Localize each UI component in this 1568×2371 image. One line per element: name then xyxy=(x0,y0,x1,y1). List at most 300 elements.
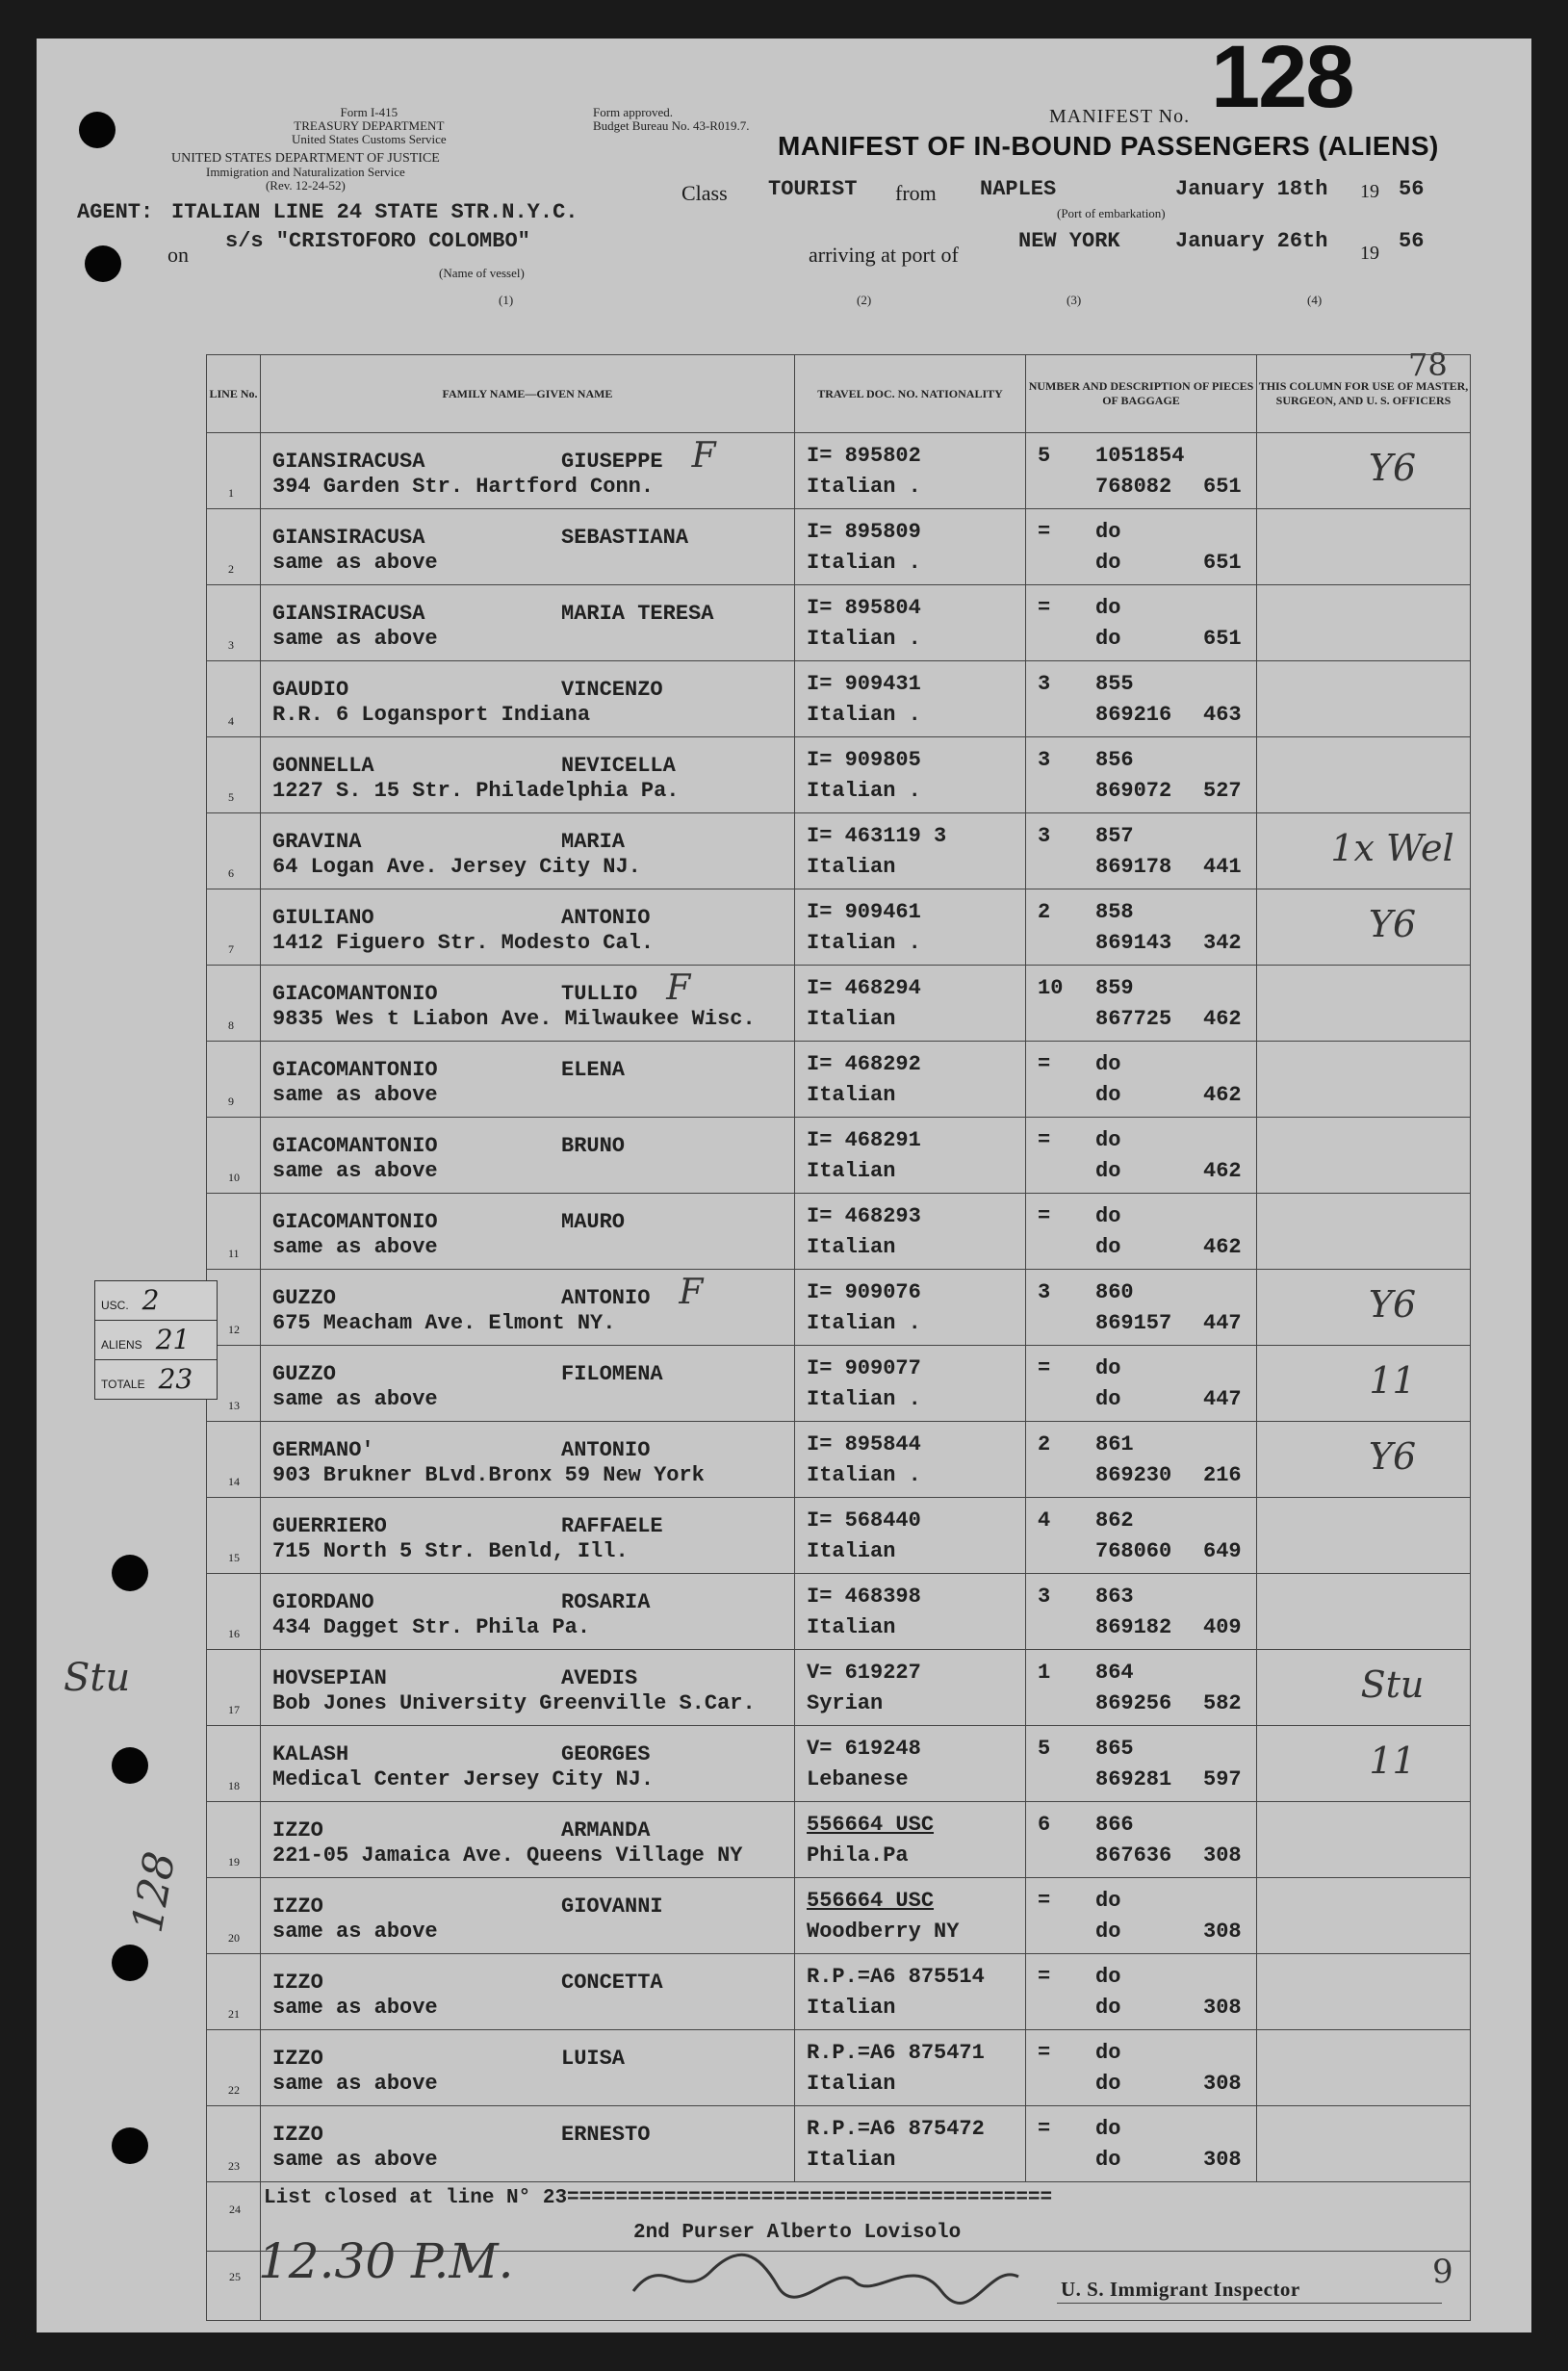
name-line xyxy=(261,1201,794,1232)
arrival-port: NEW YORK xyxy=(1018,229,1120,253)
travel-doc-cell xyxy=(795,1270,1026,1346)
baggage-code: 441 xyxy=(1203,855,1242,879)
line-cell xyxy=(207,1878,261,1954)
baggage-code: 462 xyxy=(1203,1235,1242,1259)
baggage-line-1 xyxy=(1026,1506,1256,1536)
baggage-code: 597 xyxy=(1203,1767,1242,1791)
arrival-date: January 26th xyxy=(1175,229,1328,253)
baggage-cell xyxy=(1026,813,1257,889)
tally-total xyxy=(95,1360,217,1399)
baggage-ref: 869178 xyxy=(1095,855,1172,879)
baggage-ref: 869256 xyxy=(1095,1691,1172,1715)
table-row xyxy=(207,2030,1471,2106)
line-cell xyxy=(207,1574,261,1650)
travel-doc-cell xyxy=(795,1726,1026,1802)
name-cell xyxy=(261,433,795,509)
customs-service: United States Customs Service xyxy=(292,132,447,146)
address: 1412 Figuero Str. Modesto Cal. xyxy=(272,931,655,955)
given-name: AVEDIS xyxy=(561,1666,638,1690)
baggage-cell xyxy=(1026,1954,1257,2030)
baggage-line-2 xyxy=(1026,1156,1256,1187)
tally-aliens-label: ALIENS xyxy=(101,1338,142,1352)
name-cell xyxy=(261,585,795,661)
baggage-ref: 768082 xyxy=(1095,475,1172,499)
table-row xyxy=(207,813,1471,889)
line-cell xyxy=(207,1498,261,1574)
travel-doc-number: R.P.=A6 875472 xyxy=(807,2117,985,2141)
manifest-sheet xyxy=(37,28,1531,2332)
travel-doc-cell xyxy=(795,1118,1026,1194)
baggage-tag: 866 xyxy=(1095,1813,1134,1837)
baggage-line-2 xyxy=(1026,852,1256,883)
baggage-code: 651 xyxy=(1203,475,1242,499)
name-line xyxy=(261,968,794,1008)
baggage-line-1 xyxy=(1026,441,1256,472)
family-name: IZZO xyxy=(272,1894,323,1919)
address: same as above xyxy=(272,1996,438,2020)
family-name: IZZO xyxy=(272,2123,323,2147)
given-name: ANTONIO xyxy=(561,1438,651,1462)
baggage-cell xyxy=(1026,433,1257,509)
baggage-code: 308 xyxy=(1203,2072,1242,2096)
baggage-line-2 xyxy=(1026,1232,1256,1263)
punch-hole xyxy=(85,245,121,282)
vessel-name: s/s "CRISTOFORO COLOMBO" xyxy=(225,229,530,253)
nationality: Italian . xyxy=(807,703,921,727)
baggage-pieces: = xyxy=(1038,2041,1051,2065)
baggage-line-2 xyxy=(1026,1460,1256,1491)
nationality: Italian . xyxy=(807,779,921,803)
baggage-pieces: 1 xyxy=(1038,1661,1051,1685)
name-cell xyxy=(261,1042,795,1118)
given-name: CONCETTA xyxy=(561,1971,663,1995)
line-cell xyxy=(207,2030,261,2106)
baggage-line-2 xyxy=(1026,1917,1256,1947)
baggage-tag: do xyxy=(1095,596,1121,620)
nationality: Italian xyxy=(807,2148,896,2172)
name-line xyxy=(261,1273,794,1312)
baggage-cell xyxy=(1026,661,1257,737)
blank-cell xyxy=(1257,2182,1471,2252)
baggage-tag: 860 xyxy=(1095,1280,1134,1304)
travel-doc-cell xyxy=(795,1194,1026,1270)
family-name: GIANSIRACUSA xyxy=(272,450,425,474)
baggage-code: 462 xyxy=(1203,1007,1242,1031)
name-line xyxy=(261,1582,794,1612)
line-cell xyxy=(207,1422,261,1498)
baggage-pieces: = xyxy=(1038,1204,1051,1228)
year-prefix: 19 xyxy=(1360,181,1379,202)
baggage-ref: do xyxy=(1095,551,1121,575)
baggage-code: 308 xyxy=(1203,1843,1242,1868)
line-number: 7 xyxy=(228,942,234,956)
baggage-line-2 xyxy=(1026,1004,1256,1035)
inspector-signature-scribble xyxy=(624,2243,1028,2310)
officers-cell xyxy=(1257,1574,1471,1650)
baggage-code: 462 xyxy=(1203,1159,1242,1183)
baggage-code: 342 xyxy=(1203,931,1242,955)
table-row xyxy=(207,661,1471,737)
baggage-line-1 xyxy=(1026,973,1256,1004)
nationality: Italian xyxy=(807,2072,896,2096)
given-name: GIUSEPPE xyxy=(561,450,663,474)
address: 903 Brukner BLvd.Bronx 59 New York xyxy=(272,1463,705,1487)
baggage-line-1 xyxy=(1026,1658,1256,1688)
col-name: FAMILY NAME—GIVEN NAME xyxy=(261,355,795,433)
name-cell xyxy=(261,1726,795,1802)
officers-cell xyxy=(1257,2106,1471,2182)
from-label: from xyxy=(895,181,937,205)
travel-doc-cell xyxy=(795,1954,1026,2030)
line-number: 15 xyxy=(228,1551,240,1564)
handwritten-time: 12.30 P.M. xyxy=(258,2233,514,2289)
inspector-label: U. S. Immigrant Inspector xyxy=(1061,2278,1300,2301)
baggage-cell xyxy=(1026,509,1257,585)
tally-total-value: 23 xyxy=(158,1363,193,1395)
name-cell xyxy=(261,1498,795,1574)
line-cell xyxy=(207,2106,261,2182)
family-name: GIORDANO xyxy=(272,1590,374,1614)
line-number: 2 xyxy=(228,562,234,576)
address: same as above xyxy=(272,551,438,575)
inspector-line xyxy=(1057,2303,1442,2304)
family-name: GIACOMANTONIO xyxy=(272,1210,438,1234)
baggage-line-2 xyxy=(1026,700,1256,731)
col-number-4: (4) xyxy=(1307,293,1323,307)
table-row xyxy=(207,1042,1471,1118)
line-cell xyxy=(207,737,261,813)
from-value: NAPLES xyxy=(980,177,1057,201)
baggage-cell xyxy=(1026,889,1257,966)
baggage-cell xyxy=(1026,1574,1257,1650)
family-name: KALASH xyxy=(272,1742,349,1766)
tally-aliens-value: 21 xyxy=(155,1324,191,1355)
baggage-cell xyxy=(1026,1498,1257,1574)
baggage-cell xyxy=(1026,2030,1257,2106)
baggage-tag: 865 xyxy=(1095,1737,1134,1761)
table-row xyxy=(207,1574,1471,1650)
baggage-tag: 863 xyxy=(1095,1585,1134,1609)
line-cell xyxy=(207,509,261,585)
baggage-pieces: = xyxy=(1038,596,1051,620)
baggage-ref: do xyxy=(1095,2148,1121,2172)
travel-doc-number: I= 468398 xyxy=(807,1585,921,1609)
line-cell xyxy=(207,1650,261,1726)
line-cell xyxy=(207,433,261,509)
baggage-line-1 xyxy=(1026,1962,1256,1993)
address: same as above xyxy=(272,1083,438,1107)
nationality: Phila.Pa xyxy=(807,1843,909,1868)
baggage-line-2 xyxy=(1026,548,1256,579)
passenger-table xyxy=(206,354,1471,2321)
baggage-line-1 xyxy=(1026,1886,1256,1917)
travel-doc-cell xyxy=(795,433,1026,509)
officers-cell xyxy=(1257,889,1471,966)
baggage-cell xyxy=(1026,1726,1257,1802)
travel-doc-cell xyxy=(795,1346,1026,1422)
tally-usc-value: 2 xyxy=(141,1284,160,1316)
baggage-pieces: 2 xyxy=(1038,1432,1051,1456)
baggage-ref: do xyxy=(1095,1159,1121,1183)
baggage-ref: do xyxy=(1095,627,1121,651)
address: Medical Center Jersey City NJ. xyxy=(272,1767,655,1791)
name-cell xyxy=(261,1346,795,1422)
baggage-tag: 855 xyxy=(1095,672,1134,696)
baggage-line-1 xyxy=(1026,1430,1256,1460)
travel-doc-cell xyxy=(795,2106,1026,2182)
given-name: GEORGES xyxy=(561,1742,651,1766)
officers-cell xyxy=(1257,737,1471,813)
table-row xyxy=(207,433,1471,509)
baggage-ref: do xyxy=(1095,1083,1121,1107)
table-row xyxy=(207,1194,1471,1270)
revision: (Rev. 12-24-52) xyxy=(265,178,346,193)
margin-note-128: 128 xyxy=(122,1847,186,1937)
baggage-ref: 869281 xyxy=(1095,1767,1172,1791)
line-number: 10 xyxy=(228,1171,240,1184)
handwritten-mark: F xyxy=(679,1273,704,1312)
nationality: Italian xyxy=(807,1615,896,1639)
address: same as above xyxy=(272,1159,438,1183)
family-name: HOVSEPIAN xyxy=(272,1666,387,1690)
nationality: Italian . xyxy=(807,1311,921,1335)
line-number: 16 xyxy=(228,1627,240,1640)
table-header-row xyxy=(207,355,1471,433)
officers-cell xyxy=(1257,1346,1471,1422)
port-note: (Port of embarkation) xyxy=(1057,206,1166,220)
officers-cell xyxy=(1257,1422,1471,1498)
immigration-service: Immigration and Naturalization Service xyxy=(205,165,405,179)
travel-doc-number: I= 468293 xyxy=(807,1204,921,1228)
baggage-ref: do xyxy=(1095,1996,1121,2020)
name-line xyxy=(261,1125,794,1156)
baggage-tag: 857 xyxy=(1095,824,1134,848)
travel-doc-number: R.P.=A6 875514 xyxy=(807,1965,985,1989)
vessel-note: (Name of vessel) xyxy=(439,266,525,280)
baggage-ref: 869216 xyxy=(1095,703,1172,727)
arriving-label: arriving at port of xyxy=(809,243,959,267)
on-label: on xyxy=(167,243,189,267)
address: same as above xyxy=(272,1387,438,1411)
name-line xyxy=(261,821,794,852)
name-line xyxy=(261,1810,794,1841)
year-prefix-2: 19 xyxy=(1360,243,1379,264)
nationality: Italian xyxy=(807,1539,896,1563)
baggage-line-2 xyxy=(1026,1536,1256,1567)
table-row xyxy=(207,585,1471,661)
baggage-line-2 xyxy=(1026,2069,1256,2100)
line-number: 18 xyxy=(228,1779,240,1792)
travel-doc-number: I= 468294 xyxy=(807,976,921,1000)
officers-cell xyxy=(1257,966,1471,1042)
officers-cell xyxy=(1257,1650,1471,1726)
baggage-cell xyxy=(1026,1042,1257,1118)
department-of-justice: UNITED STATES DEPARTMENT OF JUSTICE xyxy=(171,151,440,166)
name-cell xyxy=(261,1118,795,1194)
baggage-tag: do xyxy=(1095,1965,1121,1989)
name-line xyxy=(261,1049,794,1080)
name-cell xyxy=(261,2106,795,2182)
family-name: GIACOMANTONIO xyxy=(272,1058,438,1082)
baggage-tag: do xyxy=(1095,2041,1121,2065)
given-name: ROSARIA xyxy=(561,1590,651,1614)
name-cell xyxy=(261,1270,795,1346)
family-name: IZZO xyxy=(272,2047,323,2071)
col-number-1: (1) xyxy=(499,293,514,307)
baggage-tag: 861 xyxy=(1095,1432,1134,1456)
table-row xyxy=(207,2106,1471,2182)
line-cell xyxy=(207,585,261,661)
travel-doc-cell xyxy=(795,585,1026,661)
tally-box xyxy=(94,1280,218,1400)
baggage-pieces: 3 xyxy=(1038,1585,1051,1609)
baggage-ref: 869230 xyxy=(1095,1463,1172,1487)
baggage-pieces: = xyxy=(1038,1128,1051,1152)
passenger-rows xyxy=(207,433,1471,2321)
address: 434 Dagget Str. Phila Pa. xyxy=(272,1615,591,1639)
given-name: ANTONIO xyxy=(561,1286,651,1310)
name-cell xyxy=(261,1878,795,1954)
baggage-line-1 xyxy=(1026,745,1256,776)
travel-doc-cell xyxy=(795,1574,1026,1650)
baggage-cell xyxy=(1026,1194,1257,1270)
baggage-cell xyxy=(1026,1118,1257,1194)
corner-mark: 9 xyxy=(1432,2253,1453,2291)
officers-cell xyxy=(1257,813,1471,889)
travel-doc-cell xyxy=(795,2030,1026,2106)
address: same as above xyxy=(272,627,438,651)
nationality: Italian . xyxy=(807,1387,921,1411)
line-number: 4 xyxy=(228,714,234,728)
line-cell xyxy=(207,966,261,1042)
nationality: Italian xyxy=(807,855,896,879)
officer-note: Y6 xyxy=(1368,1435,1417,1478)
baggage-pieces: 2 xyxy=(1038,900,1051,924)
family-name: GONNELLA xyxy=(272,754,374,778)
line-number: 21 xyxy=(228,2007,240,2021)
baggage-line-1 xyxy=(1026,1810,1256,1841)
baggage-line-2 xyxy=(1026,1612,1256,1643)
line-number: 9 xyxy=(228,1095,234,1108)
baggage-ref: 869072 xyxy=(1095,779,1172,803)
class-label: Class xyxy=(681,181,728,205)
travel-doc-number: I= 468291 xyxy=(807,1128,921,1152)
given-name: BRUNO xyxy=(561,1134,626,1158)
nationality: Italian xyxy=(807,1083,896,1107)
travel-doc-number: I= 895802 xyxy=(807,444,921,468)
baggage-line-1 xyxy=(1026,1049,1256,1080)
name-cell xyxy=(261,509,795,585)
baggage-tag: 862 xyxy=(1095,1508,1134,1533)
baggage-line-1 xyxy=(1026,821,1256,852)
line-number: 13 xyxy=(228,1399,240,1412)
line-cell xyxy=(207,1042,261,1118)
nationality: Italian . xyxy=(807,1463,921,1487)
baggage-tag: 859 xyxy=(1095,976,1134,1000)
table-row xyxy=(207,1878,1471,1954)
baggage-line-1 xyxy=(1026,1353,1256,1384)
nationality: Lebanese xyxy=(807,1767,909,1791)
baggage-ref: 869182 xyxy=(1095,1615,1172,1639)
travel-doc-number: R.P.=A6 875471 xyxy=(807,2041,985,2065)
baggage-code: 462 xyxy=(1203,1083,1242,1107)
baggage-code: 409 xyxy=(1203,1615,1242,1639)
officer-note: Stu xyxy=(1360,1663,1425,1706)
baggage-code: 527 xyxy=(1203,779,1242,803)
line-cell xyxy=(207,889,261,966)
travel-doc-cell xyxy=(795,737,1026,813)
travel-doc-number: I= 895844 xyxy=(807,1432,921,1456)
family-name: IZZO xyxy=(272,1971,323,1995)
class-value: TOURIST xyxy=(768,177,858,201)
family-name: GIANSIRACUSA xyxy=(272,526,425,550)
travel-doc-number: I= 463119 3 xyxy=(807,824,947,848)
line-number: 8 xyxy=(228,1018,234,1032)
baggage-pieces: 10 xyxy=(1038,976,1064,1000)
baggage-cell xyxy=(1026,1650,1257,1726)
table-row xyxy=(207,1346,1471,1422)
punch-hole xyxy=(112,1747,148,1784)
baggage-ref: do xyxy=(1095,1387,1121,1411)
baggage-line-1 xyxy=(1026,669,1256,700)
baggage-line-1 xyxy=(1026,2038,1256,2069)
line-number: 22 xyxy=(228,2083,240,2097)
officers-cell xyxy=(1257,1726,1471,1802)
travel-doc-number: V= 619248 xyxy=(807,1737,921,1761)
baggage-pieces: 3 xyxy=(1038,748,1051,772)
travel-doc-cell xyxy=(795,1802,1026,1878)
form-approved: Form approved. xyxy=(593,105,674,119)
travel-doc-number: I= 909461 xyxy=(807,900,921,924)
line-cell xyxy=(207,2252,261,2321)
address: same as above xyxy=(272,2072,438,2096)
name-cell xyxy=(261,889,795,966)
family-name: GIANSIRACUSA xyxy=(272,602,425,626)
table-row xyxy=(207,966,1471,1042)
name-cell xyxy=(261,1574,795,1650)
officers-cell xyxy=(1257,1802,1471,1878)
baggage-cell xyxy=(1026,1802,1257,1878)
baggage-pieces: = xyxy=(1038,2117,1051,2141)
punch-hole xyxy=(79,112,116,148)
baggage-line-1 xyxy=(1026,1582,1256,1612)
nationality: Italian xyxy=(807,1996,896,2020)
baggage-cell xyxy=(1026,2106,1257,2182)
baggage-tag: 856 xyxy=(1095,748,1134,772)
line-number: 1 xyxy=(228,486,234,500)
agent-value: ITALIAN LINE 24 STATE STR.N.Y.C. xyxy=(171,200,578,224)
line-number: 11 xyxy=(228,1247,240,1260)
handwritten-mark: F xyxy=(691,436,716,476)
nationality: Syrian xyxy=(807,1691,884,1715)
officers-cell xyxy=(1257,585,1471,661)
agent-label: AGENT: xyxy=(77,200,154,224)
baggage-pieces: = xyxy=(1038,520,1051,544)
punch-hole xyxy=(112,1555,148,1591)
table-row xyxy=(207,1802,1471,1878)
baggage-cell xyxy=(1026,1346,1257,1422)
baggage-cell xyxy=(1026,737,1257,813)
line-25-number: 25 xyxy=(229,2270,241,2283)
table-row xyxy=(207,1270,1471,1346)
baggage-pieces: 4 xyxy=(1038,1508,1051,1533)
baggage-code: 651 xyxy=(1203,551,1242,575)
budget-bureau: Budget Bureau No. 43-R019.7. xyxy=(593,118,750,133)
travel-doc-number: I= 909076 xyxy=(807,1280,921,1304)
travel-doc-number: I= 568440 xyxy=(807,1508,921,1533)
name-cell xyxy=(261,1650,795,1726)
baggage-tag: do xyxy=(1095,2117,1121,2141)
